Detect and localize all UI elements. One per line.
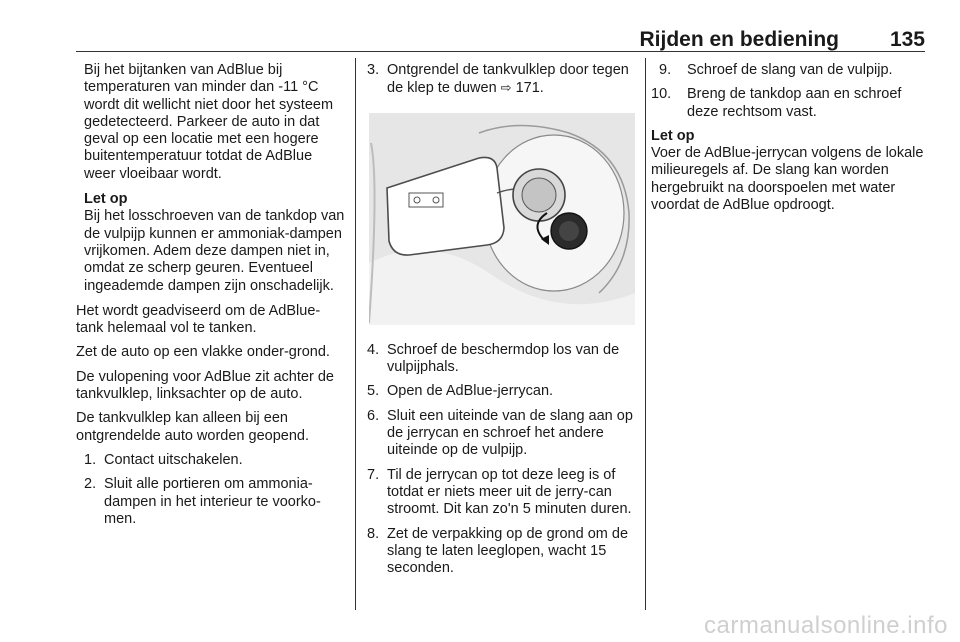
list-item bbox=[651, 62, 927, 79]
adblue-cap-center bbox=[559, 221, 579, 241]
step-text: Breng de tankdop aan en schroef deze rechtsom vast. bbox=[687, 86, 902, 120]
step-list bbox=[651, 62, 927, 121]
step-list bbox=[76, 452, 346, 528]
step-number: 8. bbox=[367, 525, 380, 542]
step-list bbox=[367, 342, 635, 578]
step-number: 5. bbox=[367, 383, 380, 400]
list-item bbox=[651, 86, 927, 121]
step-text: Open de AdBlue-jerrycan. bbox=[387, 383, 554, 400]
step-list bbox=[367, 62, 635, 98]
page-number: 135 bbox=[889, 28, 925, 51]
paragraph: Het wordt geadviseerd om de AdBlue-tank helemaal vol te tanken. bbox=[76, 302, 321, 337]
note-text: Voer de AdBlue-jerrycan volgens de lokale milieuregels af. De slang kan worden hergebruikt na doorspoelen met water voordat de AdBlue opdroogt. bbox=[651, 145, 924, 214]
step-number: 1. bbox=[84, 451, 97, 468]
column-1 bbox=[76, 62, 346, 535]
page-header bbox=[76, 27, 925, 53]
list-item bbox=[367, 408, 635, 460]
note-title: Let op bbox=[651, 127, 695, 144]
list-item bbox=[367, 342, 635, 377]
page-ref[interactable]: 171. bbox=[515, 80, 544, 97]
note-box-disposal bbox=[651, 128, 927, 214]
fuel-cap-inner bbox=[522, 178, 556, 212]
header-rule bbox=[76, 51, 925, 52]
list-item bbox=[367, 383, 635, 400]
step-number: 6. bbox=[367, 407, 380, 424]
note-title: Let op bbox=[84, 191, 128, 208]
watermark: carmanualsonline.info bbox=[704, 612, 948, 639]
step-text: Sluit een uiteinde van de slang aan op de jerrycan en schroef het andere uiteinde op de vulpijp. bbox=[387, 407, 633, 459]
note-text: Bij het losschroeven van de tankdop van de vulpijp kunnen er ammoniak-dampen vrijkomen. Adem deze dampen niet in, omdat ze scherp geuren. Eventueel ingeademde dampen zijn onschadelijk. bbox=[84, 208, 345, 294]
step-text: Sluit alle portieren om ammonia-dampen in het interieur te voorko-men. bbox=[104, 476, 321, 527]
paragraph: De tankvulklep kan alleen bij een ontgrendelde auto worden geopend. bbox=[76, 410, 309, 444]
section-title: Rijden en bediening bbox=[639, 28, 839, 51]
step-number: 7. bbox=[367, 466, 380, 483]
list-item bbox=[76, 476, 346, 528]
list-item bbox=[76, 452, 346, 469]
list-item bbox=[367, 62, 635, 98]
list-item bbox=[367, 526, 635, 578]
column-3 bbox=[651, 62, 927, 222]
step-text: Til de jerrycan op tot deze leeg is of totdat er niets meer uit de jerry-can stroomt. Dit kan zo'n 5 minuten duren. bbox=[387, 466, 632, 518]
paragraph: De vulopening voor AdBlue zit achter de tankvulklep, linksachter op de auto. bbox=[76, 368, 334, 403]
step-text: Ontgrendel de tankvulklep door tegen de klep te duwen bbox=[387, 62, 629, 97]
column-divider-1 bbox=[355, 58, 356, 610]
list-item bbox=[367, 467, 635, 519]
step-text: Schroef de beschermdop los van de vulpijphals. bbox=[387, 341, 620, 376]
step-text: Zet de verpakking op de grond om de slang te laten leeglopen, wacht 15 seconden. bbox=[387, 525, 629, 577]
step-number: 3. bbox=[367, 62, 380, 78]
step-text: Contact uitschakelen. bbox=[104, 451, 243, 468]
column-divider-2 bbox=[645, 58, 646, 610]
fuel-flap-illustration bbox=[369, 113, 635, 325]
step-number: 10. bbox=[651, 86, 672, 103]
page-ref-icon: ⇨ bbox=[500, 80, 512, 96]
step-number: 2. bbox=[84, 476, 97, 493]
step-number: 9. bbox=[659, 62, 672, 78]
paragraph: Zet de auto op een vlakke onder-grond. bbox=[76, 344, 330, 361]
note-box-ammonia bbox=[84, 191, 346, 295]
step-text: Schroef de slang van de vulpijp. bbox=[687, 62, 893, 78]
note-intro: Bij het bijtanken van AdBlue bij temperaturen van minder dan -11 °C wordt dit wellicht niet door het systeem gedetecteerd. Parkeer de auto in dat geval op een locatie met een hogere buitentemperatuur totdat de AdBlue weer vloeibaar wordt. bbox=[84, 62, 334, 182]
step-number: 4. bbox=[367, 341, 380, 358]
column-2 bbox=[367, 62, 635, 584]
